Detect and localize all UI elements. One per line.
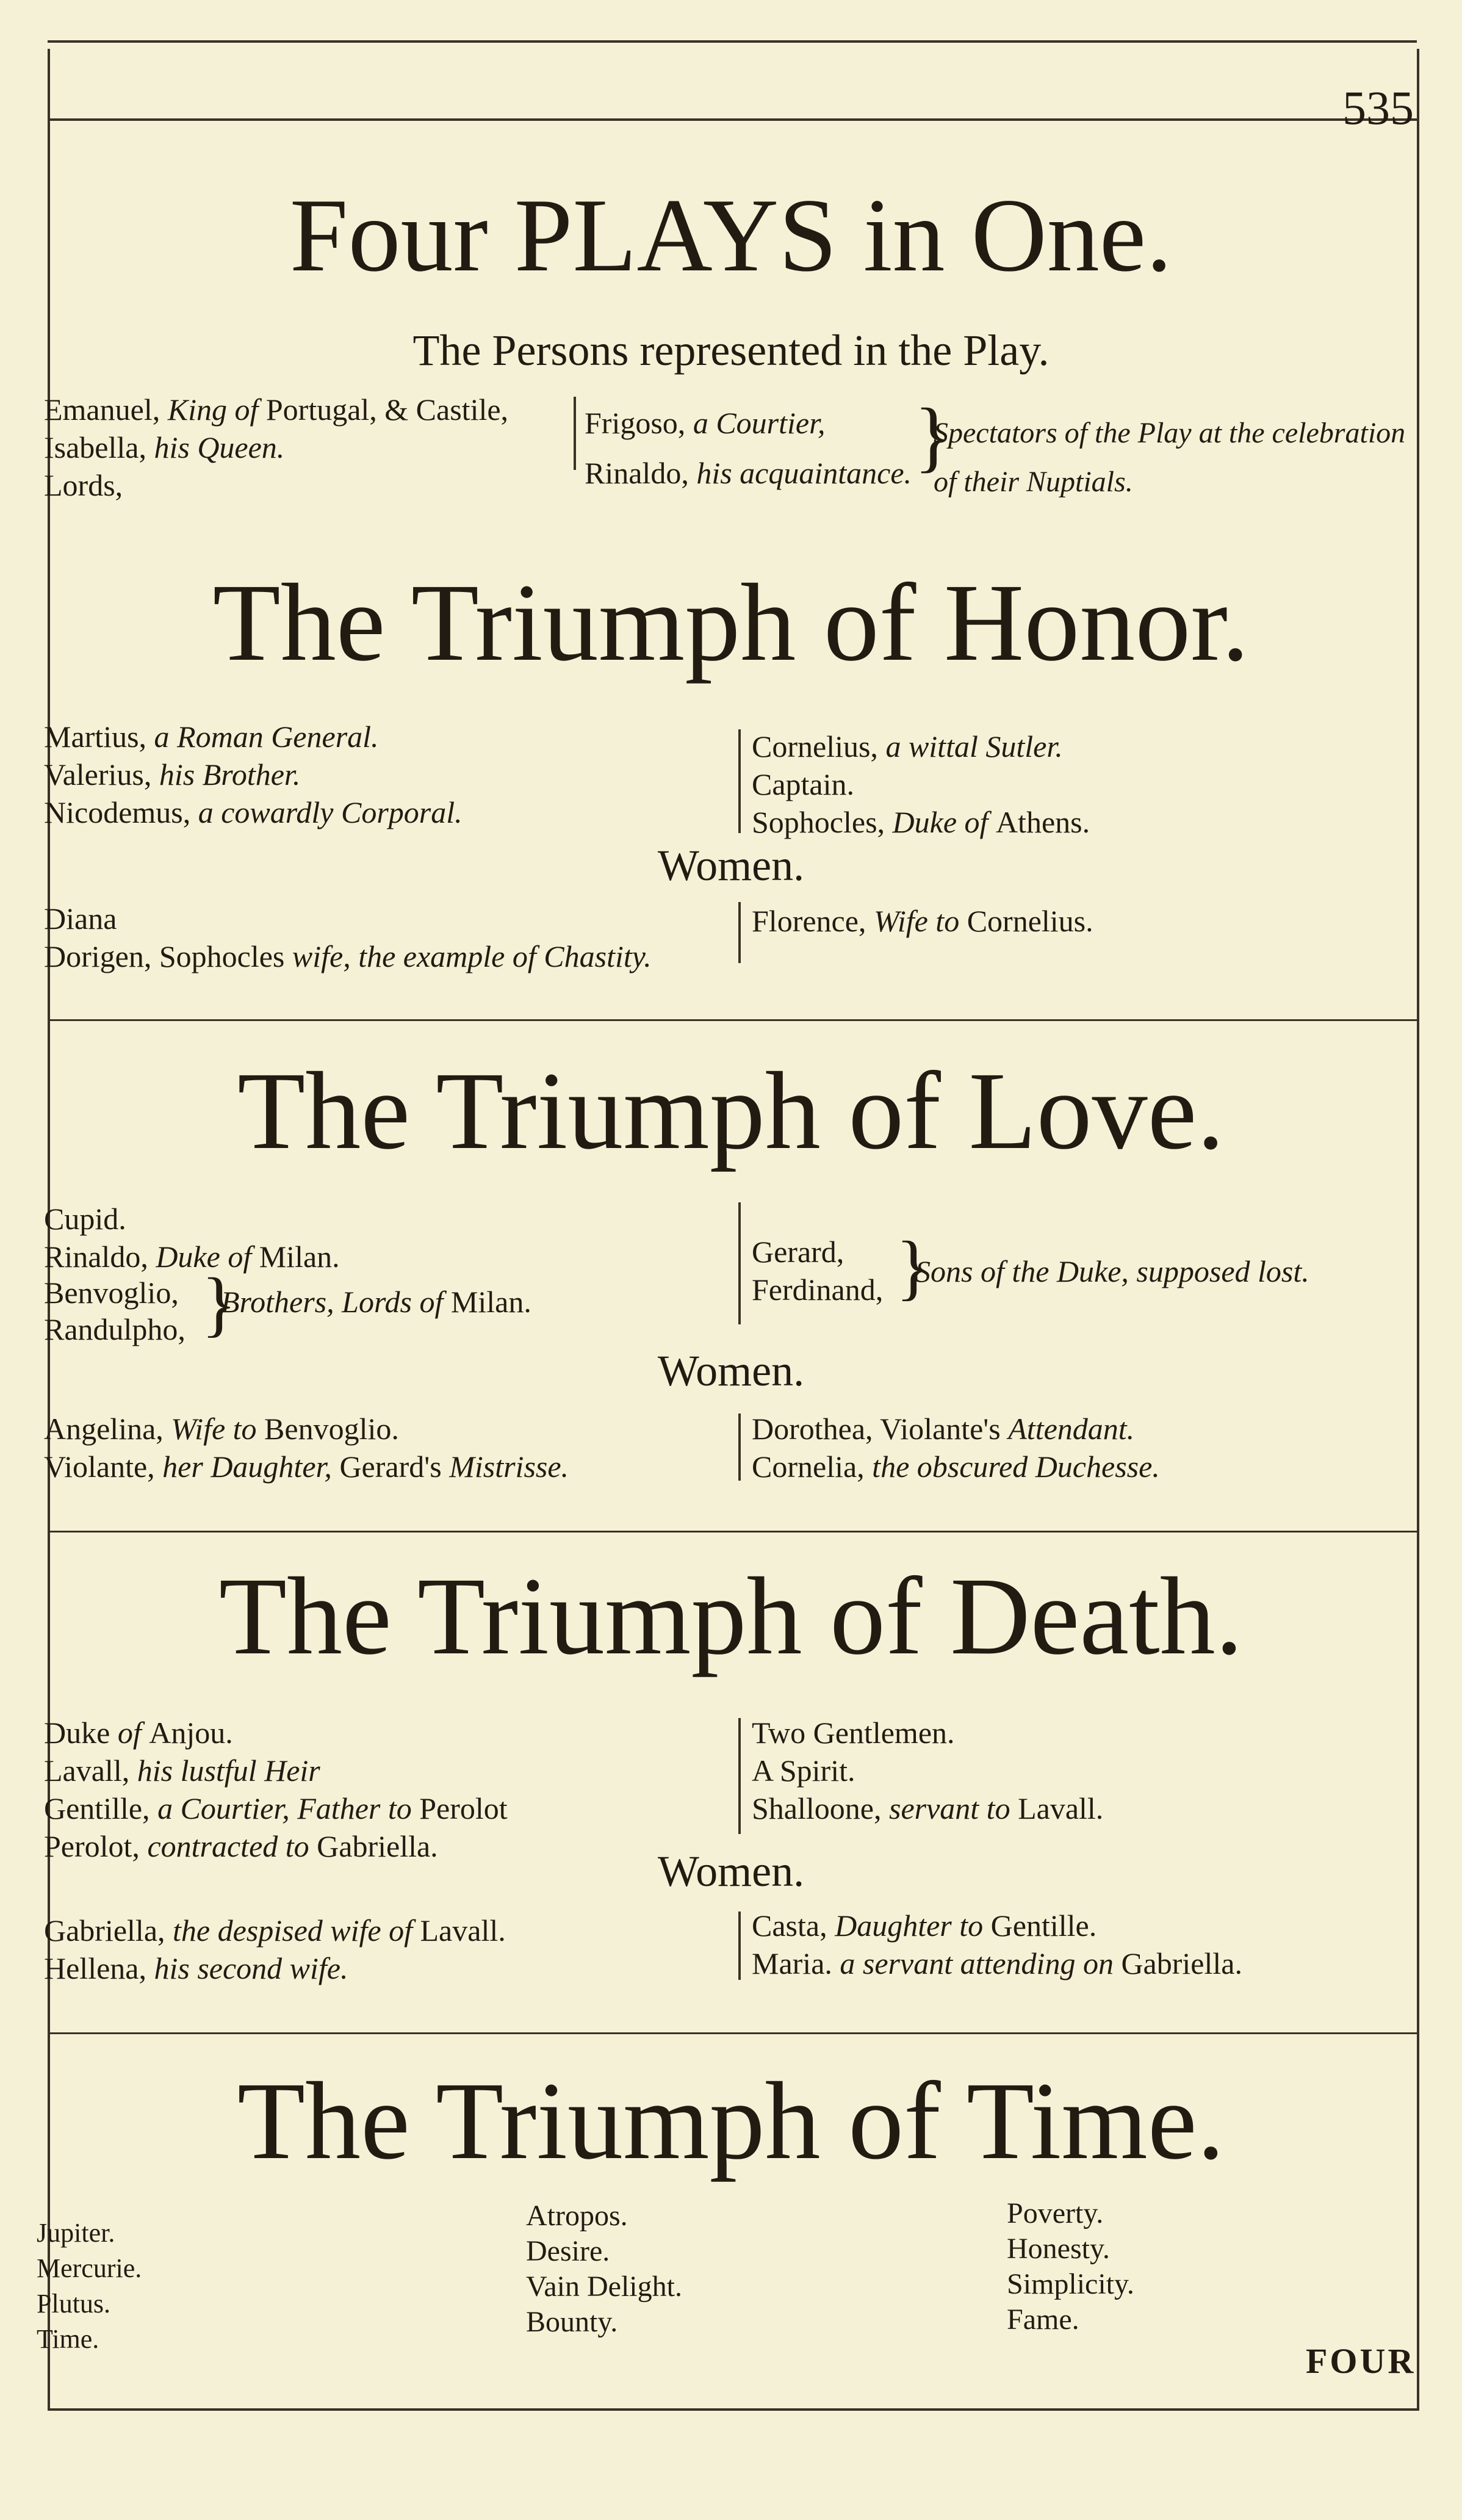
list-item: Duke of Anjou. — [44, 1716, 233, 1750]
love-brothers-note: Brothers, Lords of Milan. — [221, 1285, 531, 1319]
list-item: Cornelia, the obscured Duchesse. — [752, 1450, 1160, 1484]
time-title: The Triumph of Time. — [237, 2060, 1225, 2182]
list-item: Lords, — [44, 468, 123, 502]
list-item: Plutus. — [37, 2289, 111, 2319]
list-item: Desire. — [526, 2235, 610, 2267]
column-divider — [738, 1202, 741, 1324]
love-left-list — [44, 1200, 340, 1276]
section-divider-death — [48, 1531, 1417, 1533]
list-item: Violante, her Daughter, Gerard's Mistrisse. — [44, 1450, 569, 1484]
list-item: Nicodemus, a cowardly Corporal. — [44, 795, 463, 829]
main-title: Four PLAYS in One. — [289, 178, 1173, 294]
column-divider — [738, 1413, 741, 1481]
list-item: Emanuel, King of Portugal, & Castile, — [44, 392, 509, 427]
persons-heading: The Persons represented in the Play. — [412, 326, 1050, 375]
death-women-right — [752, 1907, 1242, 1982]
death-women-heading: Women. — [657, 1847, 805, 1896]
love-women-heading: Women. — [657, 1346, 805, 1395]
prologue-right-list — [585, 398, 912, 498]
list-item: Rinaldo, his acquaintance. — [585, 456, 912, 490]
brace-mark: } — [896, 1226, 931, 1307]
list-item: Poverty. — [1007, 2197, 1104, 2229]
list-item: Casta, Daughter to Gentille. — [752, 1908, 1097, 1943]
time-col-3 — [1007, 2196, 1134, 2338]
list-item: Gentille, a Courtier, Father to Perolot — [44, 1791, 508, 1825]
brace-mark: } — [201, 1263, 237, 1344]
list-item: Mercurie. — [37, 2253, 142, 2283]
list-item: Dorigen, Sophocles wife, the example of Chastity. — [44, 939, 652, 973]
list-item: Dorothea, Violante's Attendant. — [752, 1412, 1135, 1446]
list-item: Cupid. — [44, 1202, 126, 1236]
list-item: Honesty. — [1007, 2233, 1110, 2265]
honor-women-right — [752, 902, 1093, 940]
list-item: Valerius, his Brother. — [44, 757, 301, 792]
list-item: Vain Delight. — [526, 2270, 682, 2303]
list-item: Perolot, contracted to Gabriella. — [44, 1829, 438, 1863]
prologue-left-list — [44, 391, 508, 504]
list-item: Jupiter. — [37, 2218, 115, 2248]
love-sons-list — [752, 1233, 883, 1309]
love-brothers-list — [44, 1274, 185, 1348]
list-item: A Spirit. — [752, 1753, 855, 1788]
love-women-right — [752, 1410, 1160, 1486]
honor-left-list — [44, 718, 463, 831]
page-number: 535 — [1342, 81, 1414, 134]
list-item: Frigoso, a Courtier, — [585, 406, 826, 440]
catchword: FOUR — [1306, 2341, 1416, 2381]
list-item: Atropos. — [526, 2200, 628, 2232]
column-divider — [574, 397, 576, 470]
love-women-left — [44, 1410, 569, 1486]
list-item: Shalloone, servant to Lavall. — [752, 1791, 1104, 1825]
note-line: of their Nuptials. — [934, 466, 1133, 498]
list-item: Florence, Wife to Cornelius. — [752, 904, 1093, 938]
list-item: Simplicity. — [1007, 2268, 1134, 2300]
list-item: Gabriella, the despised wife of Lavall. — [44, 1913, 506, 1948]
list-item: Bounty. — [526, 2306, 618, 2338]
list-item: Captain. — [752, 767, 855, 801]
list-item: Diana — [44, 901, 117, 936]
list-item: Gerard, — [752, 1235, 844, 1269]
death-women-left — [44, 1912, 506, 1987]
list-item: Sophocles, Duke of Athens. — [752, 805, 1090, 839]
prologue-note — [934, 409, 1405, 507]
list-item: Lavall, his lustful Heir — [44, 1753, 320, 1788]
death-right-list — [752, 1714, 1103, 1827]
section-divider-time — [48, 2032, 1417, 2034]
time-col-2 — [526, 2198, 682, 2340]
death-title: The Triumph of Death. — [218, 1555, 1244, 1678]
death-left-list — [44, 1714, 508, 1865]
section-divider-love — [48, 1019, 1417, 1021]
list-item: Benvoglio, — [44, 1276, 179, 1310]
column-divider — [738, 1718, 741, 1834]
list-item: Time. — [37, 2324, 99, 2354]
list-item: Maria. a servant attending on Gabriella. — [752, 1946, 1242, 1980]
list-item: Two Gentlemen. — [752, 1716, 955, 1750]
honor-women-heading: Women. — [657, 841, 805, 890]
brace-mark: } — [914, 392, 952, 480]
list-item: Isabella, his Queen. — [44, 430, 285, 464]
honor-right-list — [752, 727, 1090, 841]
header-rule — [48, 118, 1417, 121]
column-divider — [738, 902, 741, 963]
time-col-1 — [37, 2215, 142, 2357]
list-item: Ferdinand, — [752, 1273, 884, 1307]
list-item: Fame. — [1007, 2303, 1079, 2336]
list-item: Angelina, Wife to Benvoglio. — [44, 1412, 399, 1446]
bottom-rule — [48, 2408, 1417, 2411]
love-title: The Triumph of Love. — [237, 1050, 1225, 1172]
list-item: Randulpho, — [44, 1312, 185, 1346]
note-line: Spectators of the Play at the celebration — [934, 417, 1406, 449]
love-sons-note: Sons of the Duke, supposed lost. — [915, 1254, 1309, 1288]
honor-title: The Triumph of Honor. — [212, 561, 1250, 684]
list-item: Cornelius, a wittal Sutler. — [752, 729, 1063, 764]
honor-women-left — [44, 900, 652, 975]
list-item: Hellena, his second wife. — [44, 1951, 348, 1985]
list-item: Rinaldo, Duke of Milan. — [44, 1240, 340, 1274]
column-divider — [738, 729, 741, 833]
top-rule — [48, 40, 1417, 43]
column-divider — [738, 1912, 741, 1980]
list-item: Martius, a Roman General. — [44, 720, 379, 754]
